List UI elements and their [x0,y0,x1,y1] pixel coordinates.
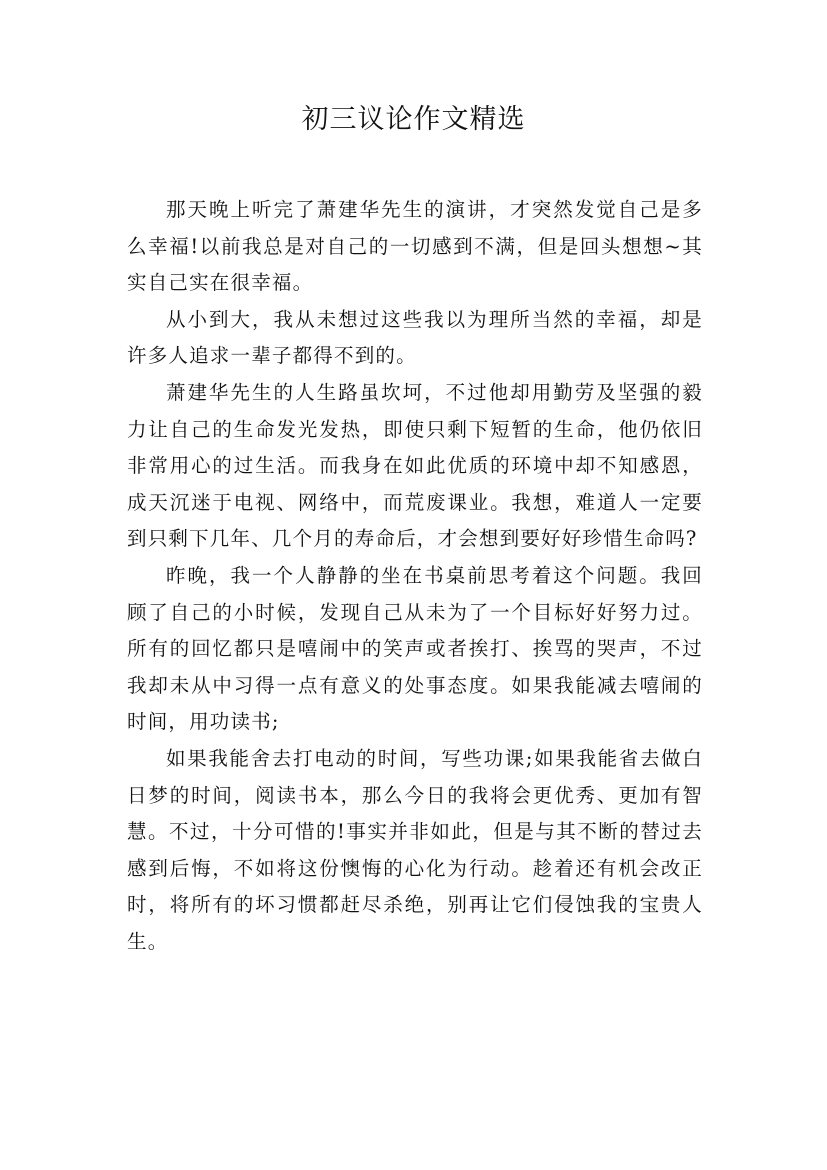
paragraph: 昨晚，我一个人静静的坐在书桌前思考着这个问题。我回顾了自己的小时候，发现自己从未为了一个目标好好努力过。所有的回忆都只是嘻闹中的笑声或者挨打、挨骂的哭声，不过我却未从中习得一点有意义的处事态度。如果我能减去嘻闹的时间，用功读书; [127,563,703,734]
paragraph: 如果我能舍去打电动的时间，写些功课;如果我能省去做白日梦的时间，阅读书本，那么今日的我将会更优秀、更加有智慧。不过，十分可惜的!事实并非如此，但是与其不断的替过去感到后悔，不如将这份懊悔的心化为行动。趁着还有机会改正时，将所有的坏习惯都赶尽杀绝，别再让它们侵蚀我的宝贵人生。 [127,746,703,953]
paragraph: 那天晚上听完了萧建华先生的演讲，才突然发觉自己是多么幸福!以前我总是对自己的一切感到不满，但是回头想想~其实自己实在很幸福。 [127,198,703,295]
document-title: 初三议论作文精选 [301,104,526,135]
document-body [127,192,703,960]
paragraph: 萧建华先生的人生路虽坎坷，不过他却用勤劳及坚强的毅力让自己的生命发光发热，即使只剩下短暂的生命，他仍依旧非常用心的过生活。而我身在如此优质的环境中却不知感恩，成天沉迷于电视、网络中，而荒废课业。我想，难道人一定要到只剩下几年、几个月的寿命后，才会想到要好好珍惜生命吗? [127,380,703,551]
paragraph: 从小到大，我从未想过这些我以为理所当然的幸福，却是许多人追求一辈子都得不到的。 [127,307,703,368]
